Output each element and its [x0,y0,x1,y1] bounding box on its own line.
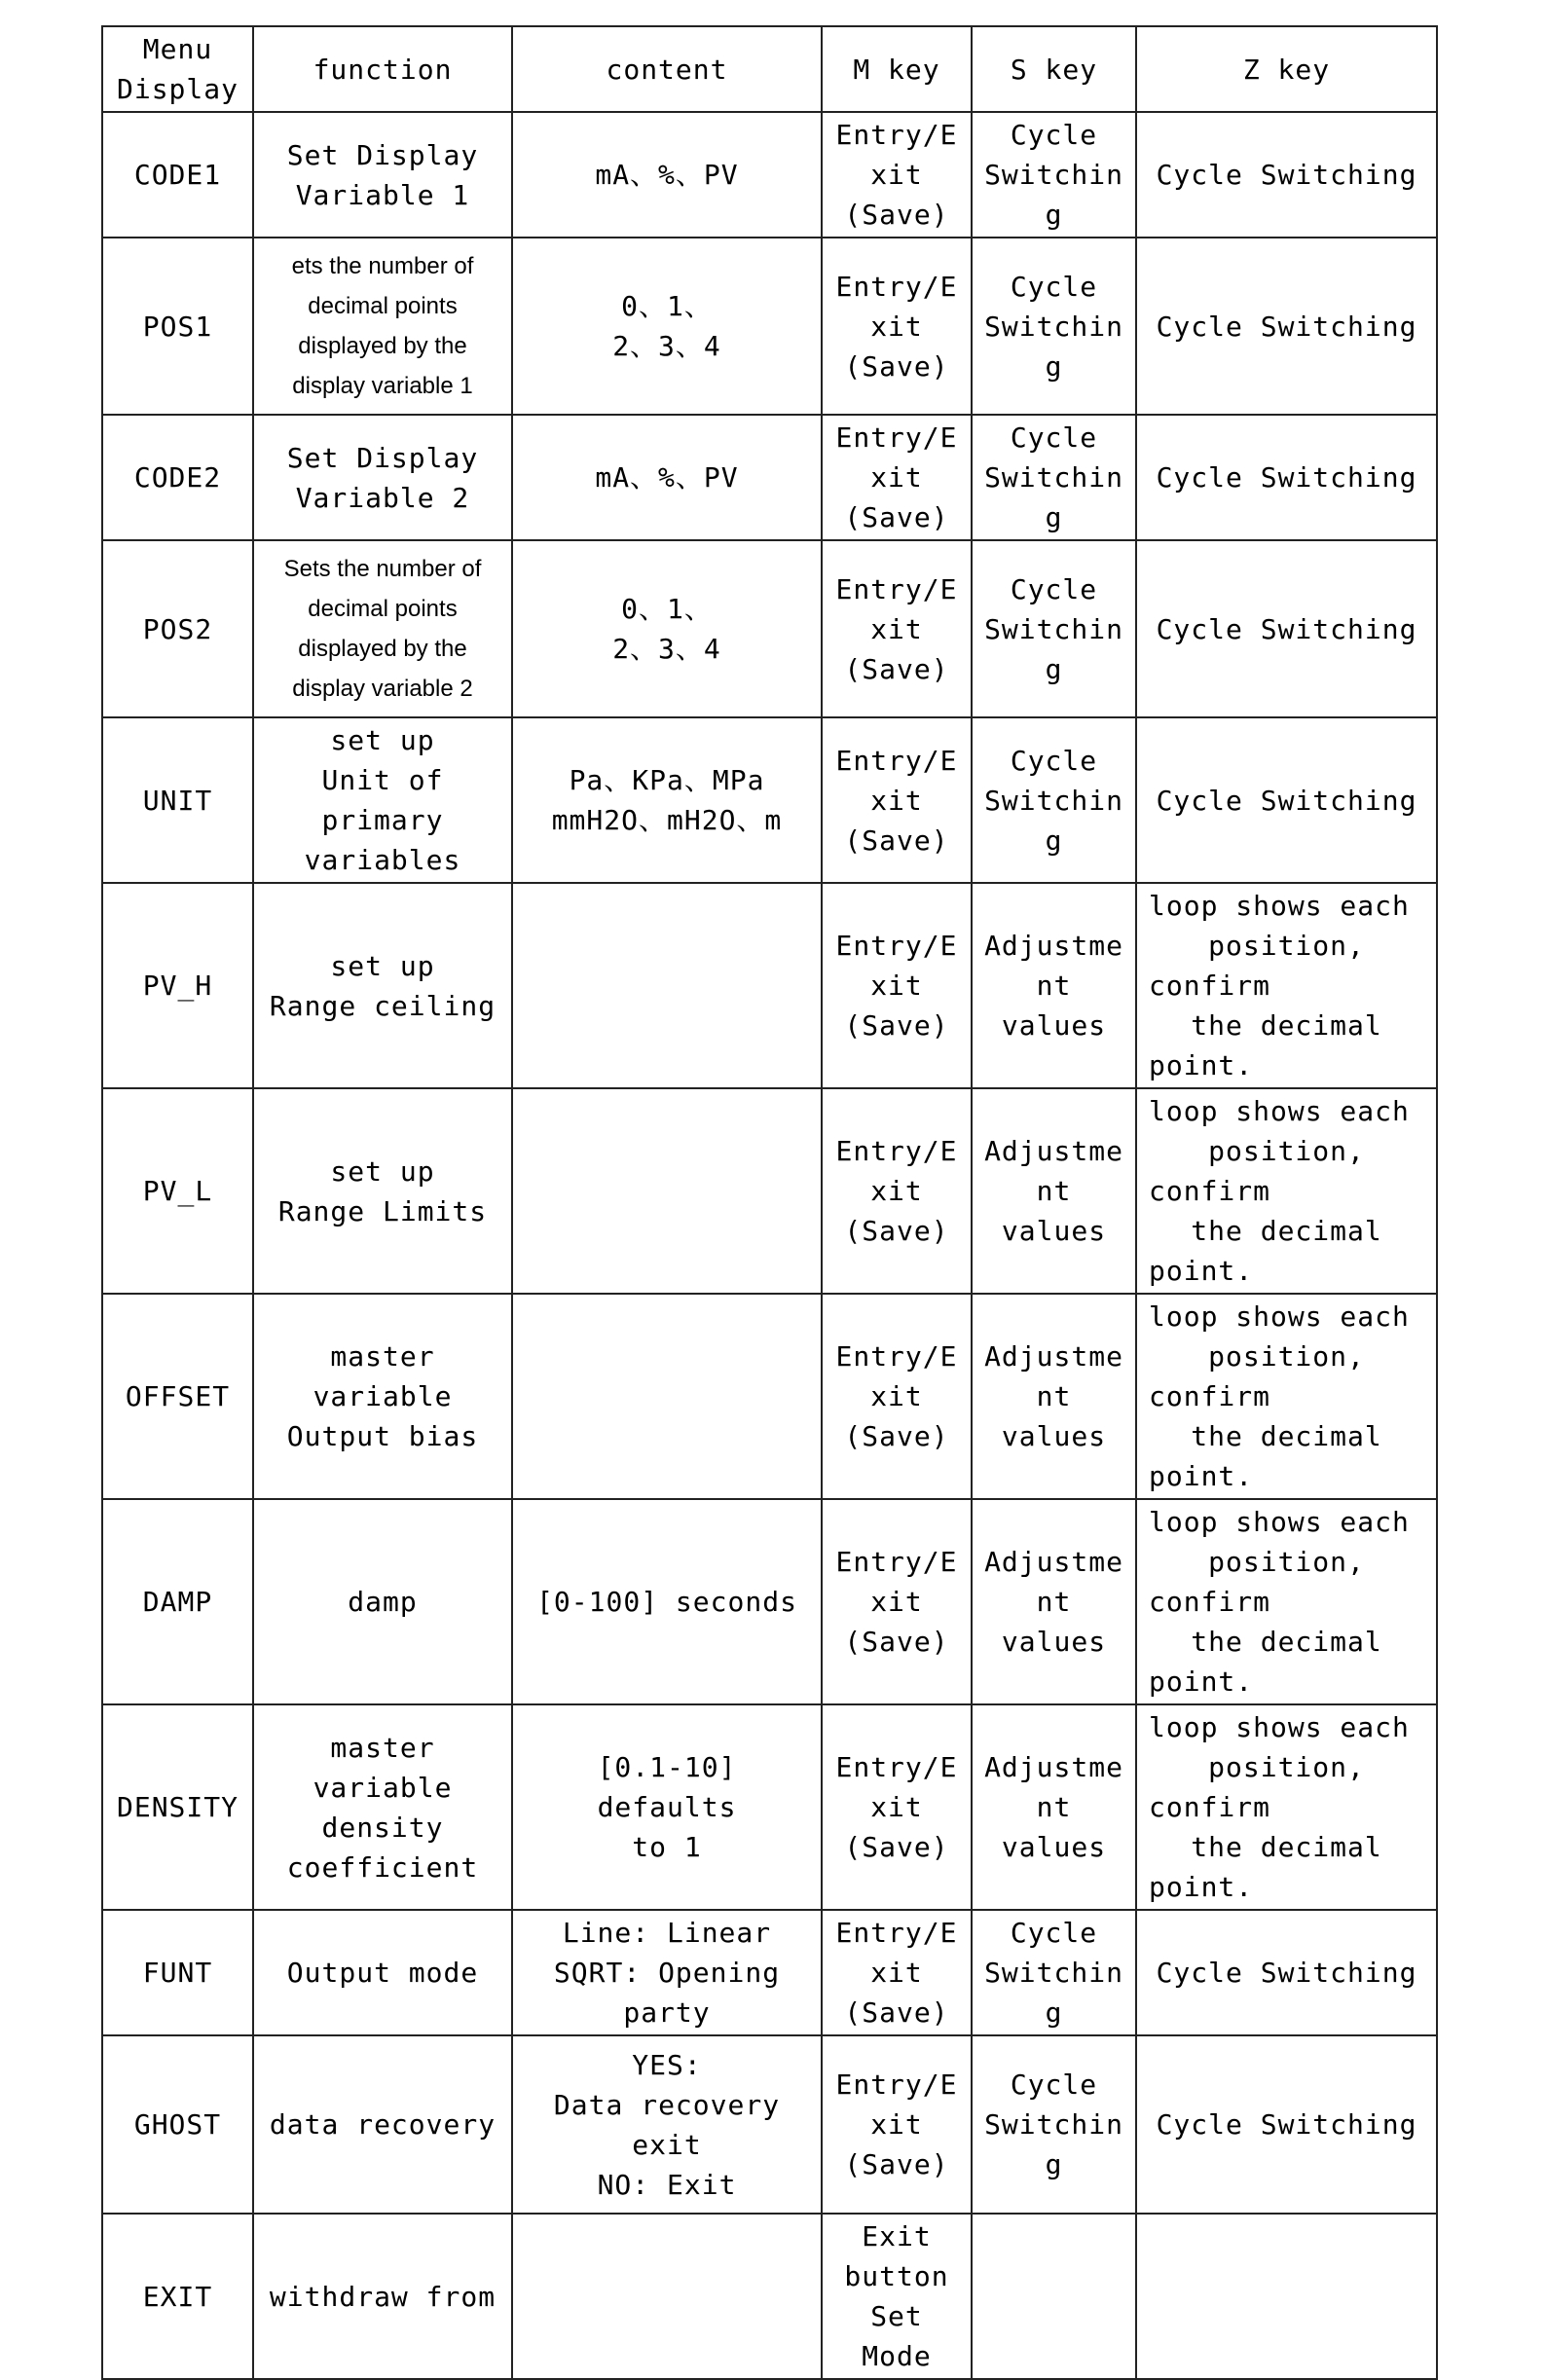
content-cell: 0、1、 2、3、4 [512,540,822,717]
s-key-cell: Cycle Switchin g [972,540,1136,717]
menu-cell: DENSITY [102,1704,253,1910]
z-key-cell: Cycle Switching [1136,540,1437,717]
z-key-cell [1136,2214,1437,2379]
m-key-cell: Entry/E xit (Save) [822,112,972,238]
menu-cell: EXIT [102,2214,253,2379]
function-cell: Output mode [253,1910,512,2035]
content-cell: [0.1-10] defaults to 1 [512,1704,822,1910]
s-key-cell: Adjustme nt values [972,1499,1136,1704]
menu-cell: DAMP [102,1499,253,1704]
menu-cell: POS2 [102,540,253,717]
content-cell [512,2214,822,2379]
function-cell: set up Range ceiling [253,883,512,1088]
menu-cell: FUNT [102,1910,253,2035]
m-key-cell: Entry/E xit (Save) [822,1704,972,1910]
menu-settings-table [101,25,1438,2380]
m-key-cell: Entry/E xit (Save) [822,238,972,415]
table-row [102,238,1437,415]
menu-cell: POS1 [102,238,253,415]
function-cell: damp [253,1499,512,1704]
function-cell: set up Unit of primary variables [253,717,512,883]
header-m-key: M key [822,26,972,112]
z-key-cell: loop shows each position, confirm the decimal point. [1136,1704,1437,1910]
table-row [102,883,1437,1088]
s-key-cell: Cycle Switchin g [972,1910,1136,2035]
table-row [102,1704,1437,1910]
s-key-cell: Adjustme nt values [972,1704,1136,1910]
m-key-cell: Entry/E xit (Save) [822,2035,972,2214]
content-cell: [0-100] seconds [512,1499,822,1704]
content-cell [512,1088,822,1294]
s-key-cell: Adjustme nt values [972,1294,1136,1499]
s-key-cell: Adjustme nt values [972,1088,1136,1294]
z-key-cell: Cycle Switching [1136,238,1437,415]
z-key-cell: loop shows each position, confirm the decimal point. [1136,1499,1437,1704]
content-cell: mA、%、PV [512,415,822,540]
m-key-cell: Entry/E xit (Save) [822,717,972,883]
function-cell: data recovery [253,2035,512,2214]
table-row [102,1910,1437,2035]
function-cell: ets the number of decimal points displayed by the display variable 1 [253,238,512,415]
s-key-cell: Cycle Switchin g [972,112,1136,238]
s-key-cell: Cycle Switchin g [972,2035,1136,2214]
table-row [102,1294,1437,1499]
content-cell: YES: Data recovery exit NO: Exit [512,2035,822,2214]
function-cell: Set Display Variable 1 [253,112,512,238]
function-cell: Set Display Variable 2 [253,415,512,540]
header-menu-display: Menu Display [102,26,253,112]
table-row [102,112,1437,238]
table-row [102,1088,1437,1294]
z-key-cell: Cycle Switching [1136,112,1437,238]
header-content: content [512,26,822,112]
m-key-cell: Entry/E xit (Save) [822,1910,972,2035]
m-key-cell: Entry/E xit (Save) [822,415,972,540]
header-s-key: S key [972,26,1136,112]
s-key-cell: Cycle Switchin g [972,415,1136,540]
s-key-cell [972,2214,1136,2379]
s-key-cell: Cycle Switchin g [972,238,1136,415]
menu-cell: UNIT [102,717,253,883]
content-cell: Pa、KPa、MPa mmH2O、mH2O、m [512,717,822,883]
content-cell [512,883,822,1088]
menu-cell: CODE1 [102,112,253,238]
m-key-cell: Entry/E xit (Save) [822,1088,972,1294]
menu-cell: GHOST [102,2035,253,2214]
menu-cell: PV_H [102,883,253,1088]
table-row [102,415,1437,540]
content-cell: 0、1、 2、3、4 [512,238,822,415]
table-header-row [102,26,1437,112]
table-row [102,2035,1437,2214]
function-cell: set up Range Limits [253,1088,512,1294]
m-key-cell: Entry/E xit (Save) [822,540,972,717]
content-cell: mA、%、PV [512,112,822,238]
z-key-cell: loop shows each position, confirm the decimal point. [1136,1294,1437,1499]
z-key-cell: loop shows each position, confirm the decimal point. [1136,1088,1437,1294]
function-cell: Sets the number of decimal points displayed by the display variable 2 [253,540,512,717]
s-key-cell: Adjustme nt values [972,883,1136,1088]
table-row [102,1499,1437,1704]
m-key-cell: Entry/E xit (Save) [822,883,972,1088]
z-key-cell: loop shows each position, confirm the decimal point. [1136,883,1437,1088]
menu-cell: PV_L [102,1088,253,1294]
table-row [102,2214,1437,2379]
menu-cell: OFFSET [102,1294,253,1499]
menu-cell: CODE2 [102,415,253,540]
z-key-cell: Cycle Switching [1136,717,1437,883]
content-cell [512,1294,822,1499]
m-key-cell: Entry/E xit (Save) [822,1294,972,1499]
table-row [102,540,1437,717]
function-cell: master variable density coefficient [253,1704,512,1910]
s-key-cell: Cycle Switchin g [972,717,1136,883]
header-z-key: Z key [1136,26,1437,112]
z-key-cell: Cycle Switching [1136,1910,1437,2035]
m-key-cell: Entry/E xit (Save) [822,1499,972,1704]
header-function: function [253,26,512,112]
content-cell: Line: Linear SQRT: Opening party [512,1910,822,2035]
function-cell: master variable Output bias [253,1294,512,1499]
z-key-cell: Cycle Switching [1136,2035,1437,2214]
z-key-cell: Cycle Switching [1136,415,1437,540]
table-row [102,717,1437,883]
m-key-cell: Exit button Set Mode [822,2214,972,2379]
function-cell: withdraw from [253,2214,512,2379]
